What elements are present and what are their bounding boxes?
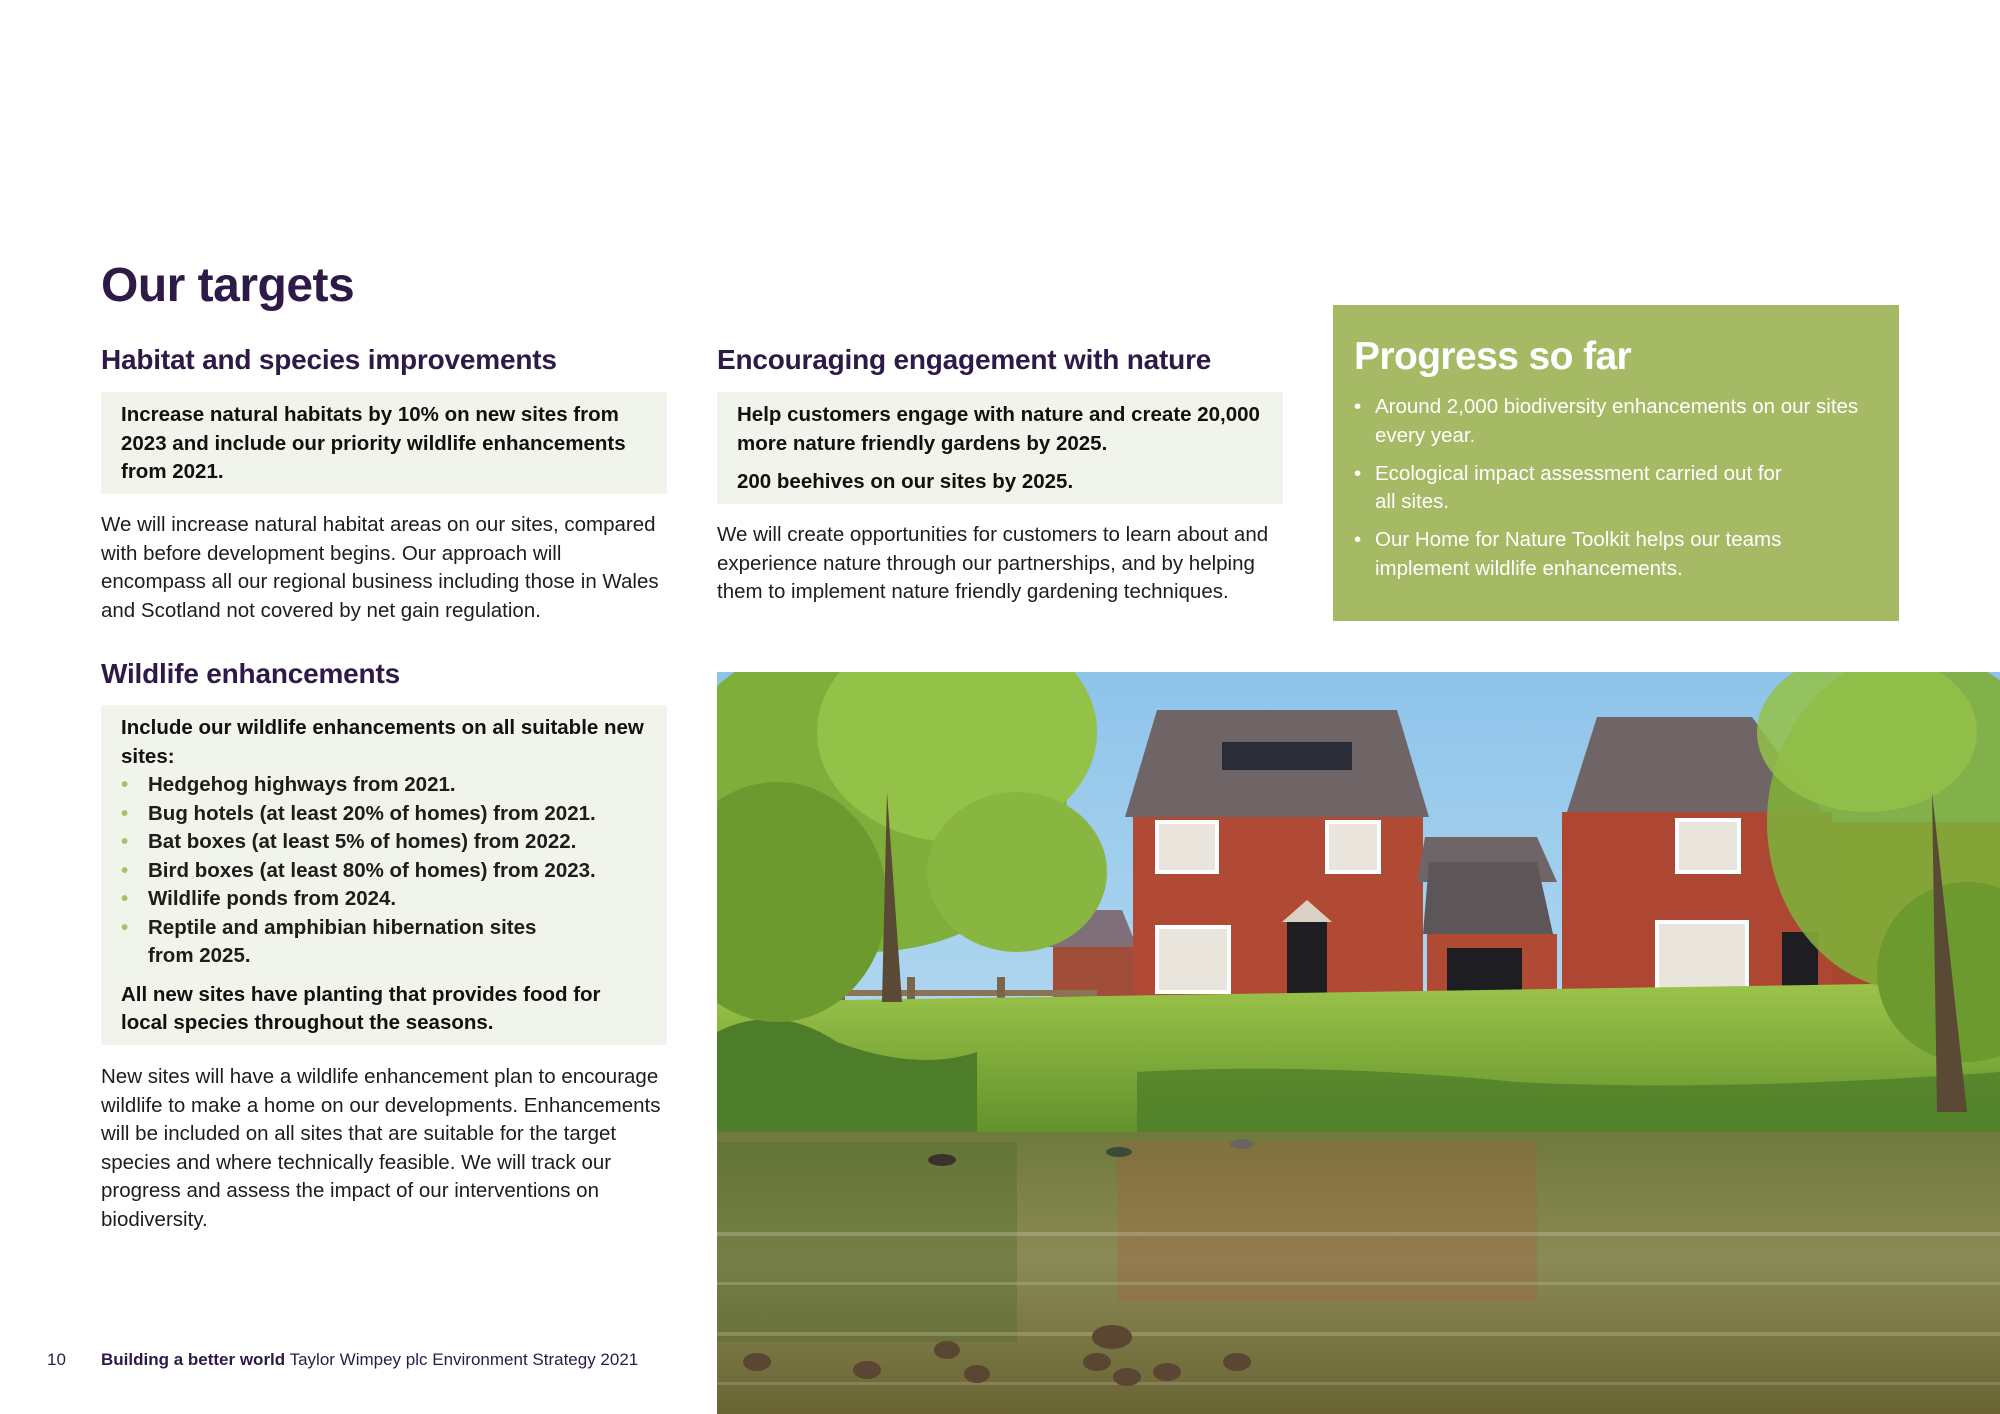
page-footer xyxy=(47,1350,638,1370)
wildlife-closing: All new sites have planting that provides food for local species throughout the seasons. xyxy=(121,982,601,1034)
habitat-target-text: Increase natural habitats by 10% on new sites from 2023 and include our priority wildlife enhancements from 2021. xyxy=(121,403,626,483)
habitat-heading: Habitat and species improvements xyxy=(101,344,557,375)
list-item: • Hedgehog highways from 2021. xyxy=(121,771,647,800)
progress-panel xyxy=(1333,305,1899,621)
wildlife-intro: Include our wildlife enhancements on all suitable new sites: xyxy=(121,716,644,768)
progress-heading: Progress so far xyxy=(1354,335,1632,378)
habitat-body: We will increase natural habitat areas on our sites, compared with before development begins. Our approach will encompass all our regional business including those in Wales and Scotland not covered by net gain regulation. xyxy=(101,513,659,622)
list-item: • Ecological impact assessment carried out for all sites. xyxy=(1354,460,1877,517)
progress-list xyxy=(1354,393,1877,583)
page-number: 10 xyxy=(47,1350,66,1369)
list-item: • Bat boxes (at least 5% of homes) from 2022. xyxy=(121,828,647,857)
habitat-target-box xyxy=(101,392,667,494)
footer-publication: Taylor Wimpey plc Environment Strategy 2021 xyxy=(289,1350,639,1369)
wildlife-list xyxy=(121,771,647,971)
engagement-target-2: 200 beehives on our sites by 2025. xyxy=(737,470,1074,493)
housing-pond-illustration xyxy=(717,672,2000,1414)
engagement-body: We will create opportunities for customers to learn about and experience nature through our partnerships, and by helping them to implement nature friendly gardening techniques. xyxy=(717,523,1269,603)
engagement-target-1: Help customers engage with nature and create 20,000 more nature friendly gardens by 2025. xyxy=(737,403,1260,455)
engagement-heading: Encouraging engagement with nature xyxy=(717,344,1212,375)
wildlife-body: New sites will have a wildlife enhancement plan to encourage wildlife to make a home on our developments. Enhancements will be included on all sites that are suitable for the target species and where technically feasible. We will track our progress and assess the impact of our interventions on biodiversity. xyxy=(101,1065,661,1231)
wildlife-heading: Wildlife enhancements xyxy=(101,658,400,689)
list-item: • Reptile and amphibian hibernation sites from 2025. xyxy=(121,914,647,971)
list-item: • Our Home for Nature Toolkit helps our teams implement wildlife enhancements. xyxy=(1354,526,1877,583)
page-title: Our targets xyxy=(101,259,355,312)
housing-pond-photo xyxy=(717,672,2000,1414)
list-item: • Around 2,000 biodiversity enhancements on our sites every year. xyxy=(1354,393,1877,450)
list-item: • Wildlife ponds from 2024. xyxy=(121,885,647,914)
footer-strapline: Building a better world xyxy=(101,1350,286,1369)
list-item: • Bird boxes (at least 80% of homes) from 2023. xyxy=(121,857,647,886)
engagement-target-box xyxy=(717,392,1283,504)
list-item: • Bug hotels (at least 20% of homes) from 2021. xyxy=(121,800,647,829)
wildlife-target-box xyxy=(101,705,667,1045)
